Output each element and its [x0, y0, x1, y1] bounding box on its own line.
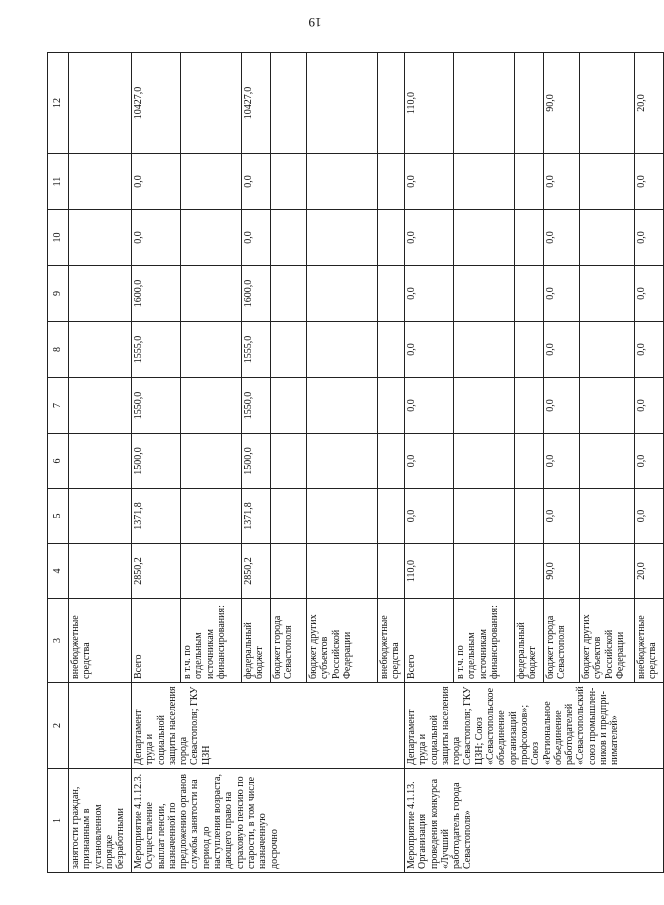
- value-cell: 10427,0: [132, 53, 181, 154]
- value-cell: 90,0: [544, 53, 580, 154]
- value-cell: 1600,0: [132, 266, 181, 322]
- value-cell: 0,0: [405, 489, 454, 544]
- column-header: 6: [48, 434, 69, 489]
- column-header: 3: [48, 599, 69, 683]
- value-cell: 0,0: [544, 489, 580, 544]
- value-cell: 0,0: [635, 154, 664, 210]
- column-header: 12: [48, 53, 69, 154]
- value-cell: 0,0: [544, 322, 580, 378]
- value-cell: 0,0: [405, 378, 454, 434]
- page-number: 19: [308, 15, 322, 30]
- executor-cell: [69, 683, 132, 769]
- value-cell: 20,0: [635, 544, 664, 599]
- value-cell: 0,0: [405, 434, 454, 489]
- column-header: 1: [48, 769, 69, 873]
- value-cell: 1555,0: [242, 322, 271, 378]
- value-cell: 2850,2: [242, 544, 271, 599]
- value-cell: 0,0: [635, 434, 664, 489]
- funding-source: внебюджетные средства: [378, 599, 405, 683]
- funding-source: в т.ч. по отдельным источникам финансирования:: [454, 599, 515, 683]
- value-cell: 20,0: [635, 53, 664, 154]
- funding-source: бюджет города Севастополя: [544, 599, 580, 683]
- value-cell: 1600,0: [242, 266, 271, 322]
- funding-source: внебюджетные средства: [635, 599, 664, 683]
- funding-source: бюджет города Севастополя: [271, 599, 307, 683]
- value-cell: 0,0: [635, 266, 664, 322]
- value-cell: 0,0: [405, 210, 454, 266]
- column-header: 7: [48, 378, 69, 434]
- value-cell: 1371,8: [242, 489, 271, 544]
- value-cell: 110,0: [405, 53, 454, 154]
- column-header: 4: [48, 544, 69, 599]
- value-cell: 0,0: [405, 322, 454, 378]
- value-cell: 0,0: [635, 378, 664, 434]
- value-cell: 0,0: [544, 266, 580, 322]
- funding-source: федеральный бюджет: [515, 599, 544, 683]
- value-cell: 0,0: [242, 210, 271, 266]
- value-cell: 110,0: [405, 544, 454, 599]
- value-cell: 0,0: [635, 210, 664, 266]
- rotated-table-wrapper: [47, 53, 659, 873]
- executor-cell: Департамент труда и социальной защиты населения города Севастополя; ГКУ ЦЗН; Союз «Севастопольское объединение организаций профсоюзов»; Союз «Региональное объединение работодателей «Севастопольский союз промышлен-ников и предпри-нимателей»: [405, 683, 664, 769]
- funding-source: федеральный бюджет: [242, 599, 271, 683]
- value-cell: 0,0: [132, 154, 181, 210]
- value-cell: 1500,0: [242, 434, 271, 489]
- value-cell: 90,0: [544, 544, 580, 599]
- value-cell: 0,0: [405, 154, 454, 210]
- value-cell: 0,0: [635, 489, 664, 544]
- column-header: 8: [48, 322, 69, 378]
- table-row: [405, 53, 454, 873]
- carryover-row: [69, 53, 132, 873]
- value-cell: 1500,0: [132, 434, 181, 489]
- executor-cell: Департамент труда и социальной защиты населения города Севастополя; ГКУ ЦЗН: [132, 683, 405, 769]
- value-cell: 0,0: [544, 434, 580, 489]
- column-header: 11: [48, 154, 69, 210]
- value-cell: 1371,8: [132, 489, 181, 544]
- value-cell: 0,0: [242, 154, 271, 210]
- funding-source: бюджет других субъектов Российской Федерации: [580, 599, 635, 683]
- measure-name: Мероприятие 4.1.13. Организация проведения конкурса «Лучший работодатель города Севастополя»: [405, 769, 664, 873]
- value-cell: 0,0: [405, 266, 454, 322]
- funding-source: Всего: [405, 599, 454, 683]
- value-cell: 10427,0: [242, 53, 271, 154]
- value-cell: 0,0: [544, 210, 580, 266]
- value-cell: 2850,2: [132, 544, 181, 599]
- value-cell: 0,0: [544, 378, 580, 434]
- table-row: [132, 53, 181, 873]
- funding-source: внебюджетные средства: [69, 599, 132, 683]
- measure-name: занятости граждан, признанным в установленном порядке безработными: [69, 769, 132, 873]
- header-row: [48, 53, 69, 873]
- value-cell: 0,0: [132, 210, 181, 266]
- value-cell: 1555,0: [132, 322, 181, 378]
- value-cell: 0,0: [635, 322, 664, 378]
- column-header: 10: [48, 210, 69, 266]
- funding-schedule-table: [47, 52, 664, 873]
- value-cell: 0,0: [544, 154, 580, 210]
- funding-source: Всего: [132, 599, 181, 683]
- funding-source: бюджет других субъектов Российской Федерации: [307, 599, 378, 683]
- column-header: 5: [48, 489, 69, 544]
- value-cell: 1550,0: [242, 378, 271, 434]
- column-header: 9: [48, 266, 69, 322]
- column-header: 2: [48, 683, 69, 769]
- measure-name: Мероприятие 4.1.12.3. Осуществление выплат пенсии, назначенной по предложению органов службы занятости на период до наступления возраста, дающего право на страховую пенсию по старости, в том числе назначенную досрочно: [132, 769, 405, 873]
- funding-source: в т.ч. по отдельным источникам финансирования:: [181, 599, 242, 683]
- value-cell: 1550,0: [132, 378, 181, 434]
